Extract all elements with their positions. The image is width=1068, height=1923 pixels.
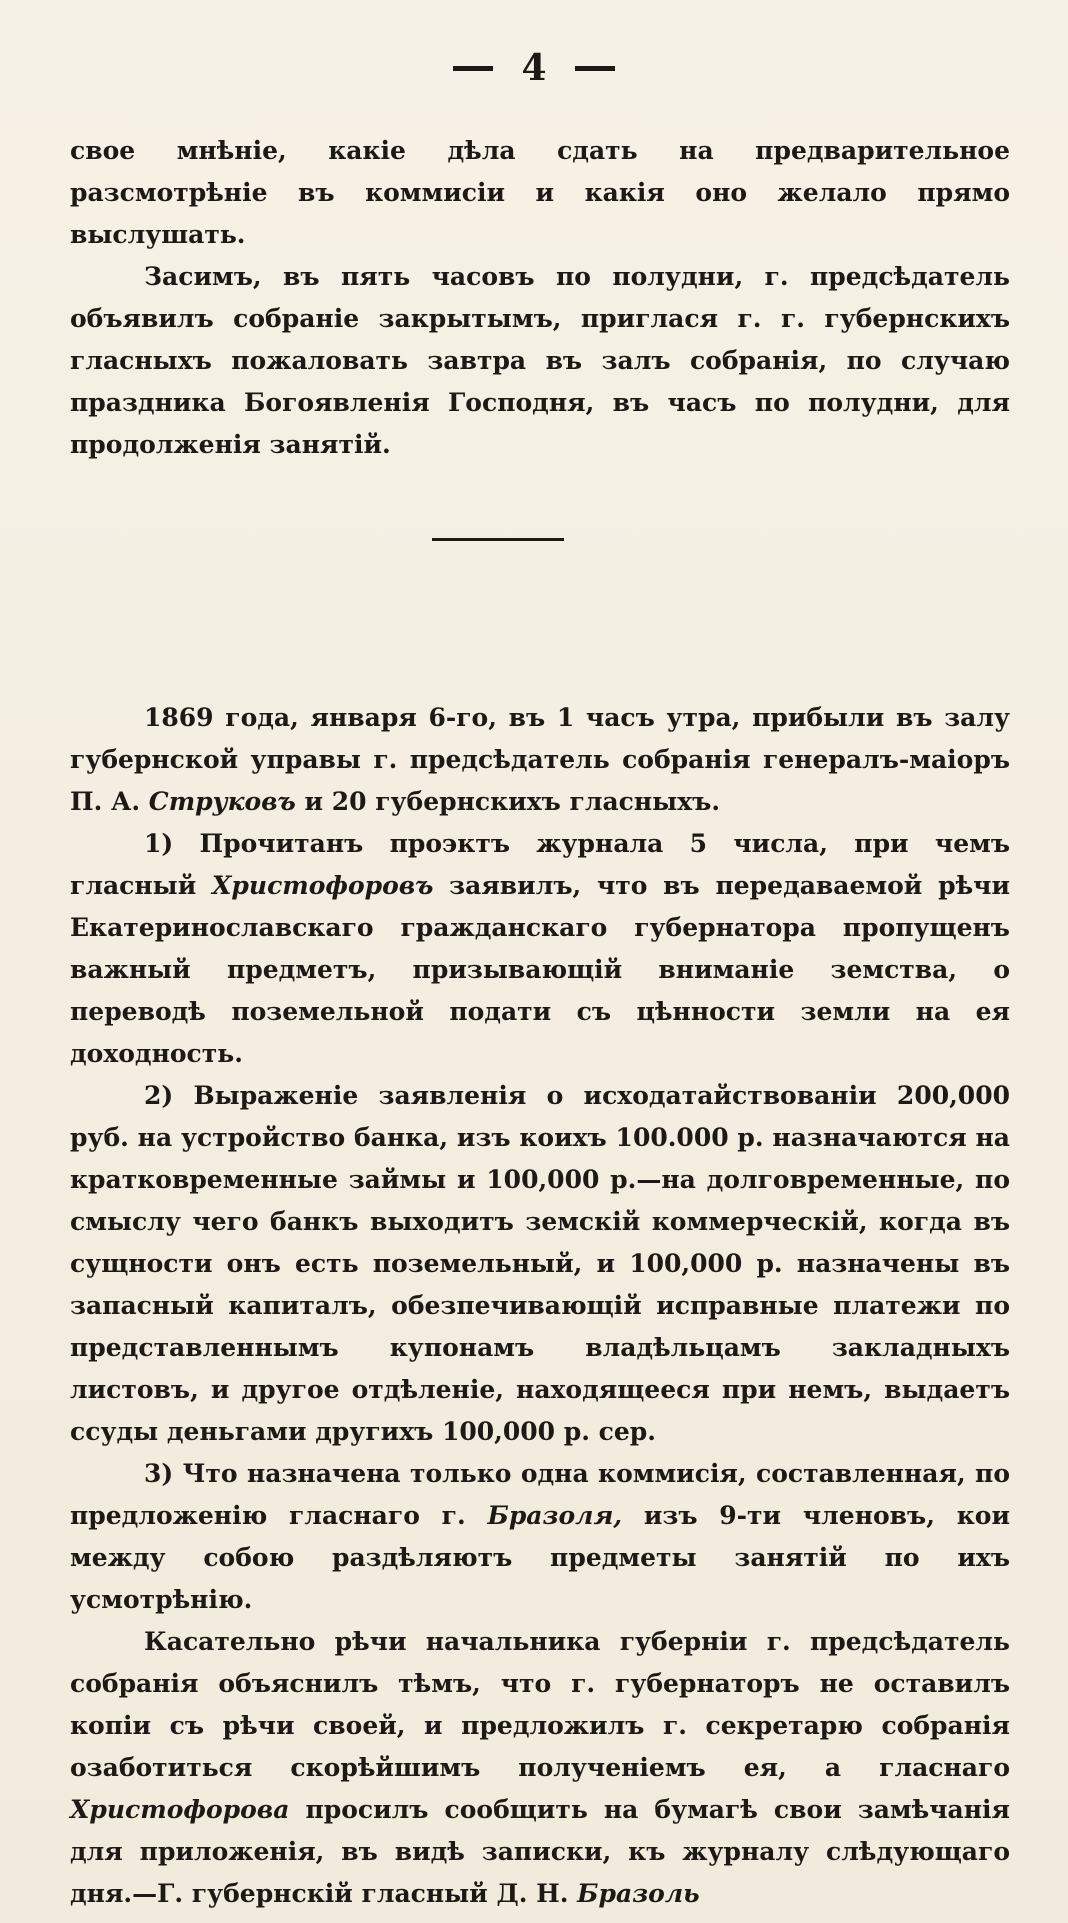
- session-opening-text: 1869 года, января 6-го, въ 1 часъ утра, прибыли въ залу губернской управы г. предсѣдатель собранія генералъ-маіоръ П. А.: [70, 703, 1010, 816]
- page-number: 4: [521, 47, 547, 89]
- session-opening-tail: и 20 губернскихъ гласныхъ.: [295, 787, 721, 816]
- session-opening-paragraph: [70, 697, 1010, 823]
- paragraph-continuation: свое мнѣніе, какіе дѣла сдать на предварительное разсмотрѣніе въ коммисіи и какія оно желало прямо выслушать.: [70, 136, 1010, 249]
- name-strukov: Струковъ: [148, 787, 296, 816]
- left-dash: [453, 66, 493, 71]
- governor-speech-paragraph: [70, 1621, 1010, 1915]
- governor-speech-middle: просилъ сообщить на бумагѣ свои замѣчанія для приложенія, въ видѣ записки, къ журналу слѣдующаго дня.—Г. губернскій гласный Д. Н.: [70, 1795, 1010, 1908]
- session-text-block: [70, 697, 1010, 1915]
- item-3-tail: изъ 9-ти членовъ, кои между собою раздѣляютъ предметы занятій по ихъ усмотрѣнію.: [70, 1501, 1010, 1614]
- paragraph-closing: Засимъ, въ пять часовъ по полудни, г. предсѣдатель объявилъ собраніе закрытымъ, приглася г. г. губернскихъ гласныхъ пожаловать завтра въ залъ собранія, по случаю праздника Богоявленія Господня, въ часъ по полудни, для продолженія занятій.: [70, 262, 1010, 459]
- item-1-paragraph: [70, 823, 1010, 1075]
- name-brazol-2: Бразоль: [577, 1879, 700, 1908]
- name-khristoforov: Христофоровъ: [212, 871, 434, 900]
- name-khristoforova: Христофорова: [70, 1795, 290, 1824]
- top-text-block: [70, 130, 1010, 466]
- name-brazol: Бразоля,: [487, 1501, 623, 1530]
- section-divider: [432, 538, 564, 541]
- item-1-text: 1) Прочитанъ проэктъ журнала 5 числа, при чемъ гласный: [70, 829, 1010, 900]
- item-1-tail: заявилъ, что въ передаваемой рѣчи Екатеринославскаго гражданскаго губернатора пропущенъ важный предметъ, призывающій вниманіе земства, о переводѣ поземельной подати съ цѣнности земли на ея доходность.: [70, 871, 1010, 1068]
- page-header: [0, 47, 1068, 89]
- item-2-paragraph: 2) Выраженіе заявленія о исходатайствованіи 200,000 руб. на устройство банка, изъ коихъ 100.000 р. назначаются на кратковременные займы и 100,000 р.—на долговременные, по смыслу чего банкъ выходитъ земскій коммерческій, когда въ сущности онъ есть поземельный, и 100,000 р. назначены въ запасный капиталъ, обезпечивающій исправные платежи по представленнымъ купонамъ владѣльцамъ закладныхъ листовъ, и другое отдѣленіе, находящееся при немъ, выдаетъ ссуды деньгами другихъ 100,000 р. сер.: [70, 1081, 1010, 1446]
- item-3-paragraph: [70, 1453, 1010, 1621]
- item-3-text: 3) Что назначена только одна коммисія, составленная, по предложенію гласнаго г.: [70, 1459, 1010, 1530]
- right-dash: [575, 66, 615, 71]
- governor-speech-text: Касательно рѣчи начальника губерніи г. предсѣдатель собранія объяснилъ тѣмъ, что г. губернаторъ не оставилъ копіи съ рѣчи своей, и предложилъ г. секретарю собранія озаботиться скорѣйшимъ полученіемъ ея, а гласнаго: [70, 1627, 1010, 1782]
